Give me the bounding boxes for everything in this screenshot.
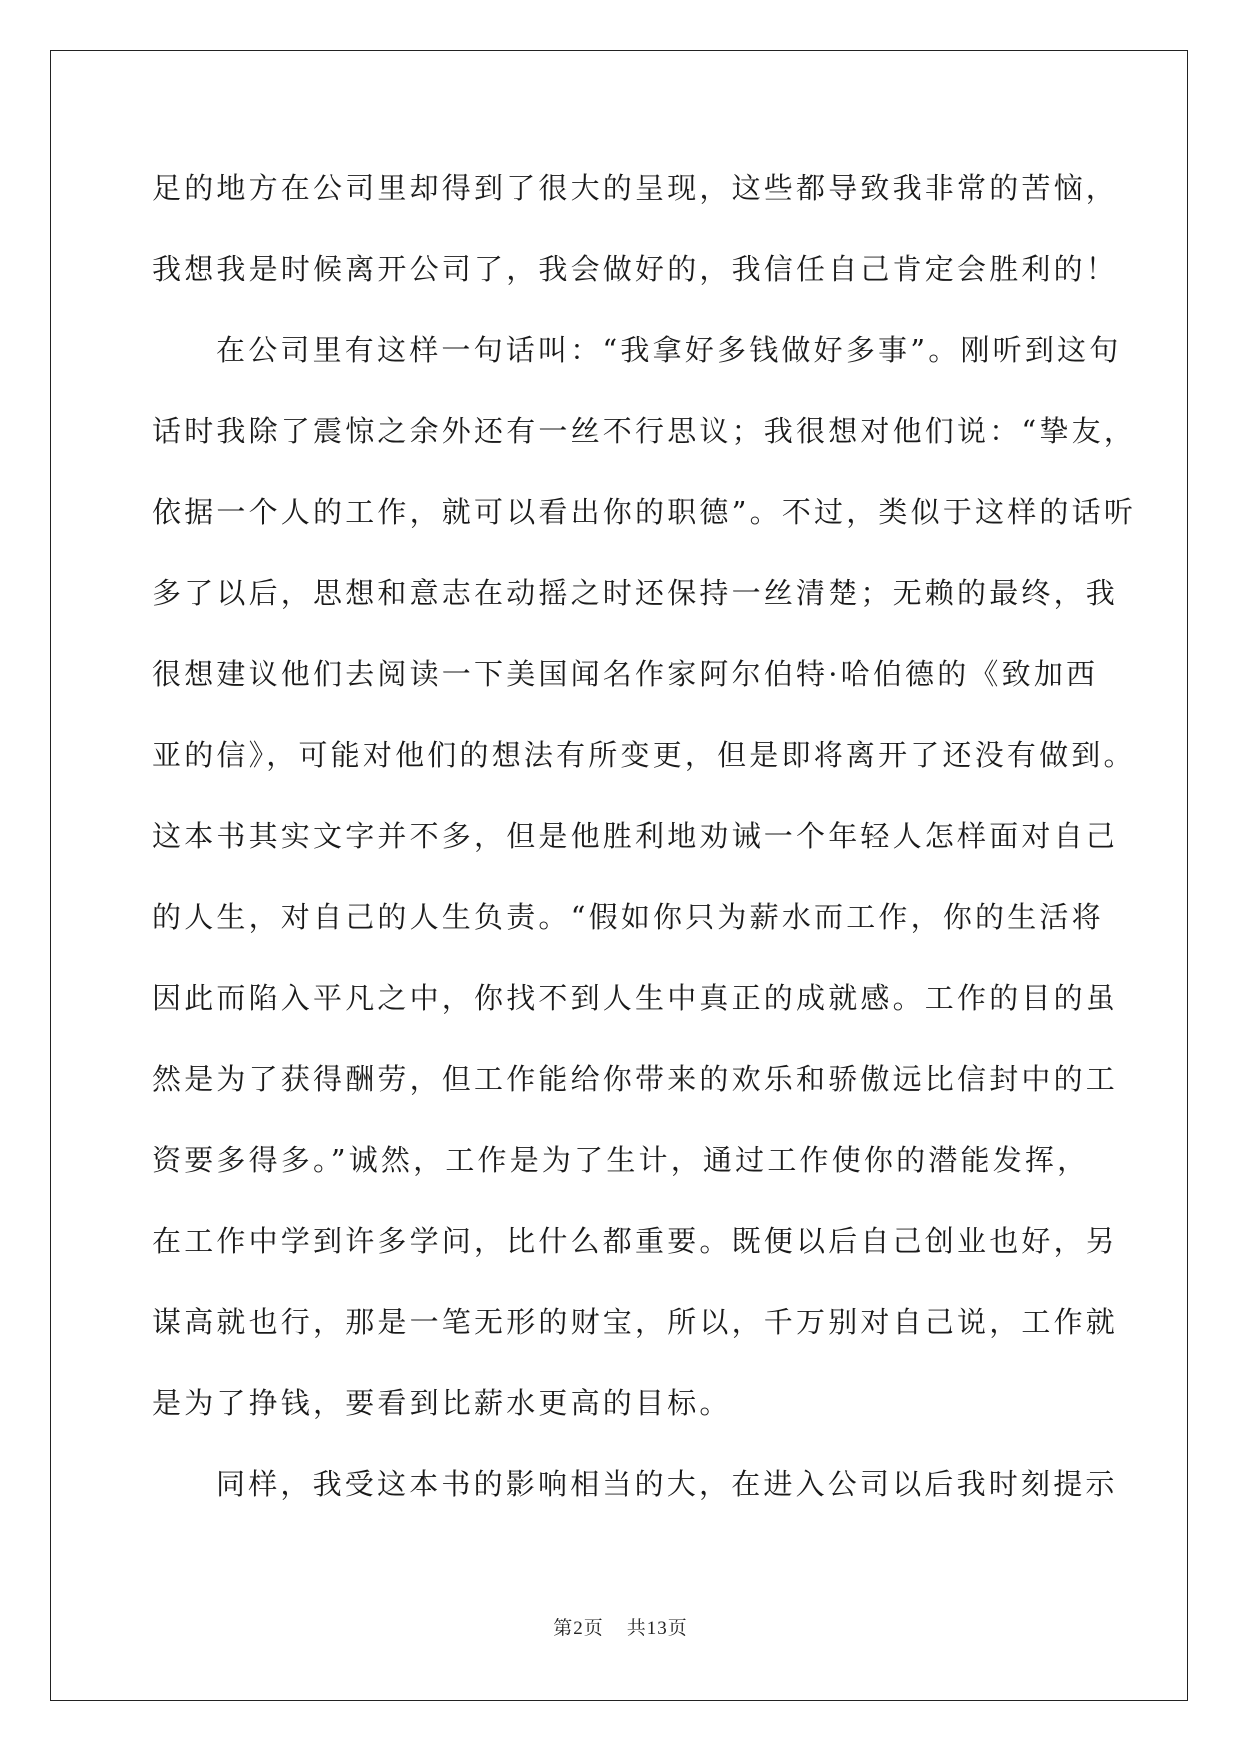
text-line: 依据一个人的工作，就可以看出你的职德”。不过，类似于这样的话听 bbox=[152, 495, 1137, 529]
text-line: 资要多得多。”诚然，工作是为了生计，通过工作使你的潜能发挥， bbox=[152, 1143, 1090, 1177]
page-number: 第2页 bbox=[553, 1618, 604, 1639]
page-footer bbox=[0, 1613, 1241, 1640]
text-line: 然是为了获得酬劳，但工作能给你带来的欢乐和骄傲远比信封中的工 bbox=[152, 1062, 1119, 1096]
text-line: 的人生，对自己的人生负责。“假如你只为薪水而工作，你的生活将 bbox=[152, 900, 1104, 934]
text-line: 这本书其实文字并不多，但是他胜利地劝诫一个年轻人怎样面对自己 bbox=[152, 819, 1119, 853]
text-line: 是为了挣钱，要看到比薪水更高的目标。 bbox=[152, 1386, 732, 1420]
text-line: 因此而陷入平凡之中，你找不到人生中真正的成就感。工作的目的虽 bbox=[152, 981, 1119, 1015]
text-line: 在工作中学到许多学问，比什么都重要。既便以后自己创业也好，另 bbox=[152, 1224, 1119, 1258]
document-body bbox=[152, 148, 1137, 1525]
paragraph-start-line: 同样，我受这本书的影响相当的大，在进入公司以后我时刻提示 bbox=[216, 1467, 1118, 1501]
text-line: 话时我除了震惊之余外还有一丝不行思议；我很想对他们说：“挚友， bbox=[152, 414, 1137, 448]
text-line: 我想我是时候离开公司了，我会做好的，我信任自己肯定会胜利的！ bbox=[152, 252, 1119, 286]
text-line: 谋高就也行，那是一笔无形的财宝，所以，千万别对自己说，工作就 bbox=[152, 1305, 1119, 1339]
text-line: 足的地方在公司里却得到了很大的呈现，这些都导致我非常的苦恼， bbox=[152, 171, 1119, 205]
text-line: 亚的信》，可能对他们的想法有所变更，但是即将离开了还没有做到。 bbox=[152, 738, 1136, 772]
text-line: 很想建议他们去阅读一下美国闻名作家阿尔伯特·哈伯德的《致加西 bbox=[152, 657, 1099, 691]
total-pages: 共13页 bbox=[626, 1618, 688, 1639]
paragraph-start-line: 在公司里有这样一句话叫：“我拿好多钱做好多事”。刚听到这句 bbox=[216, 333, 1122, 367]
text-line: 多了以后，思想和意志在动摇之时还保持一丝清楚；无赖的最终，我 bbox=[152, 576, 1119, 610]
